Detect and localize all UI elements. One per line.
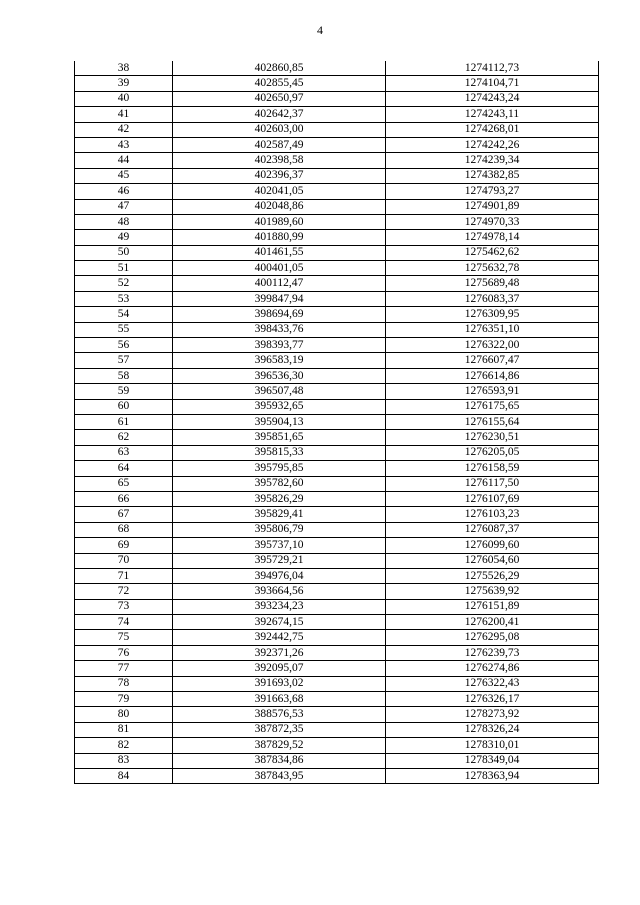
point-number-cell: 83 — [75, 753, 173, 768]
x-coordinate-cell: 396583,19 — [173, 353, 386, 368]
table-row — [75, 522, 599, 537]
x-coordinate-cell: 395826,29 — [173, 491, 386, 506]
table-row — [75, 722, 599, 737]
x-coordinate-cell: 396536,30 — [173, 368, 386, 383]
x-coordinate-cell: 402396,37 — [173, 168, 386, 183]
x-coordinate-cell: 393234,23 — [173, 599, 386, 614]
table-row — [75, 384, 599, 399]
table-row — [75, 307, 599, 322]
table-row — [75, 353, 599, 368]
x-coordinate-cell: 391663,68 — [173, 692, 386, 707]
x-coordinate-cell: 392095,07 — [173, 661, 386, 676]
y-coordinate-cell: 1274243,11 — [386, 107, 599, 122]
y-coordinate-cell: 1276607,47 — [386, 353, 599, 368]
x-coordinate-cell: 395729,21 — [173, 553, 386, 568]
point-number-cell: 55 — [75, 322, 173, 337]
y-coordinate-cell: 1276103,23 — [386, 507, 599, 522]
table-row — [75, 261, 599, 276]
table-row — [75, 76, 599, 91]
point-number-cell: 72 — [75, 584, 173, 599]
x-coordinate-cell: 395806,79 — [173, 522, 386, 537]
point-number-cell: 57 — [75, 353, 173, 368]
table-row — [75, 430, 599, 445]
y-coordinate-cell: 1276309,95 — [386, 307, 599, 322]
x-coordinate-cell: 393664,56 — [173, 584, 386, 599]
x-coordinate-cell: 395904,13 — [173, 414, 386, 429]
point-number-cell: 45 — [75, 168, 173, 183]
table-row — [75, 368, 599, 383]
x-coordinate-cell: 395737,10 — [173, 538, 386, 553]
x-coordinate-cell: 402048,86 — [173, 199, 386, 214]
x-coordinate-cell: 387843,95 — [173, 768, 386, 783]
x-coordinate-cell: 400401,05 — [173, 261, 386, 276]
table-row — [75, 753, 599, 768]
table-row — [75, 399, 599, 414]
point-number-cell: 80 — [75, 707, 173, 722]
y-coordinate-cell: 1275462,62 — [386, 245, 599, 260]
table-row — [75, 137, 599, 152]
table-row — [75, 122, 599, 137]
point-number-cell: 79 — [75, 692, 173, 707]
x-coordinate-cell: 394976,04 — [173, 568, 386, 583]
table-row — [75, 676, 599, 691]
table-row — [75, 230, 599, 245]
point-number-cell: 41 — [75, 107, 173, 122]
table-row — [75, 291, 599, 306]
point-number-cell: 84 — [75, 768, 173, 783]
table-row — [75, 491, 599, 506]
point-number-cell: 71 — [75, 568, 173, 583]
x-coordinate-cell: 401989,60 — [173, 214, 386, 229]
point-number-cell: 62 — [75, 430, 173, 445]
y-coordinate-cell: 1274970,33 — [386, 214, 599, 229]
point-number-cell: 82 — [75, 738, 173, 753]
point-number-cell: 58 — [75, 368, 173, 383]
point-number-cell: 75 — [75, 630, 173, 645]
x-coordinate-cell: 392674,15 — [173, 615, 386, 630]
table-row — [75, 568, 599, 583]
point-number-cell: 77 — [75, 661, 173, 676]
table-row — [75, 61, 599, 76]
table-row — [75, 338, 599, 353]
x-coordinate-cell: 399847,94 — [173, 291, 386, 306]
table-row — [75, 445, 599, 460]
point-number-cell: 81 — [75, 722, 173, 737]
coordinates-table-body — [75, 61, 599, 784]
table-row — [75, 538, 599, 553]
point-number-cell: 43 — [75, 137, 173, 152]
y-coordinate-cell: 1274268,01 — [386, 122, 599, 137]
y-coordinate-cell: 1276593,91 — [386, 384, 599, 399]
x-coordinate-cell: 396507,48 — [173, 384, 386, 399]
x-coordinate-cell: 391693,02 — [173, 676, 386, 691]
table-row — [75, 645, 599, 660]
point-number-cell: 74 — [75, 615, 173, 630]
y-coordinate-cell: 1276295,08 — [386, 630, 599, 645]
table-row — [75, 615, 599, 630]
table-row — [75, 707, 599, 722]
x-coordinate-cell: 402650,97 — [173, 91, 386, 106]
y-coordinate-cell: 1274104,71 — [386, 76, 599, 91]
table-row — [75, 214, 599, 229]
table-row — [75, 199, 599, 214]
x-coordinate-cell: 395932,65 — [173, 399, 386, 414]
y-coordinate-cell: 1276107,69 — [386, 491, 599, 506]
y-coordinate-cell: 1275689,48 — [386, 276, 599, 291]
y-coordinate-cell: 1274382,85 — [386, 168, 599, 183]
y-coordinate-cell: 1276239,73 — [386, 645, 599, 660]
table-row — [75, 599, 599, 614]
x-coordinate-cell: 402587,49 — [173, 137, 386, 152]
y-coordinate-cell: 1276099,60 — [386, 538, 599, 553]
point-number-cell: 46 — [75, 184, 173, 199]
y-coordinate-cell: 1276274,86 — [386, 661, 599, 676]
x-coordinate-cell: 395782,60 — [173, 476, 386, 491]
x-coordinate-cell: 402860,85 — [173, 61, 386, 76]
table-row — [75, 738, 599, 753]
table-row — [75, 768, 599, 783]
coordinates-table — [74, 61, 599, 784]
y-coordinate-cell: 1274793,27 — [386, 184, 599, 199]
x-coordinate-cell: 402041,05 — [173, 184, 386, 199]
point-number-cell: 68 — [75, 522, 173, 537]
x-coordinate-cell: 402603,00 — [173, 122, 386, 137]
y-coordinate-cell: 1275639,92 — [386, 584, 599, 599]
point-number-cell: 64 — [75, 461, 173, 476]
point-number-cell: 70 — [75, 553, 173, 568]
y-coordinate-cell: 1274112,73 — [386, 61, 599, 76]
x-coordinate-cell: 392442,75 — [173, 630, 386, 645]
y-coordinate-cell: 1274901,89 — [386, 199, 599, 214]
y-coordinate-cell: 1276351,10 — [386, 322, 599, 337]
point-number-cell: 38 — [75, 61, 173, 76]
table-row — [75, 91, 599, 106]
table-row — [75, 245, 599, 260]
point-number-cell: 76 — [75, 645, 173, 660]
x-coordinate-cell: 402642,37 — [173, 107, 386, 122]
y-coordinate-cell: 1276322,43 — [386, 676, 599, 691]
point-number-cell: 53 — [75, 291, 173, 306]
point-number-cell: 52 — [75, 276, 173, 291]
point-number-cell: 56 — [75, 338, 173, 353]
y-coordinate-cell: 1276087,37 — [386, 522, 599, 537]
table-row — [75, 584, 599, 599]
point-number-cell: 69 — [75, 538, 173, 553]
y-coordinate-cell: 1276155,64 — [386, 414, 599, 429]
y-coordinate-cell: 1275526,29 — [386, 568, 599, 583]
y-coordinate-cell: 1278326,24 — [386, 722, 599, 737]
y-coordinate-cell: 1276151,89 — [386, 599, 599, 614]
y-coordinate-cell: 1278273,92 — [386, 707, 599, 722]
point-number-cell: 61 — [75, 414, 173, 429]
point-number-cell: 39 — [75, 76, 173, 91]
x-coordinate-cell: 395795,85 — [173, 461, 386, 476]
x-coordinate-cell: 401461,55 — [173, 245, 386, 260]
y-coordinate-cell: 1276200,41 — [386, 615, 599, 630]
point-number-cell: 50 — [75, 245, 173, 260]
table-row — [75, 461, 599, 476]
table-row — [75, 661, 599, 676]
y-coordinate-cell: 1275632,78 — [386, 261, 599, 276]
table-row — [75, 414, 599, 429]
table-row — [75, 107, 599, 122]
point-number-cell: 73 — [75, 599, 173, 614]
x-coordinate-cell: 392371,26 — [173, 645, 386, 660]
y-coordinate-cell: 1278363,94 — [386, 768, 599, 783]
x-coordinate-cell: 398433,76 — [173, 322, 386, 337]
y-coordinate-cell: 1276614,86 — [386, 368, 599, 383]
x-coordinate-cell: 398694,69 — [173, 307, 386, 322]
table-row — [75, 153, 599, 168]
point-number-cell: 78 — [75, 676, 173, 691]
point-number-cell: 63 — [75, 445, 173, 460]
y-coordinate-cell: 1274978,14 — [386, 230, 599, 245]
point-number-cell: 66 — [75, 491, 173, 506]
point-number-cell: 65 — [75, 476, 173, 491]
x-coordinate-cell: 402855,45 — [173, 76, 386, 91]
x-coordinate-cell: 400112,47 — [173, 276, 386, 291]
y-coordinate-cell: 1274242,26 — [386, 137, 599, 152]
table-row — [75, 184, 599, 199]
x-coordinate-cell: 387834,86 — [173, 753, 386, 768]
x-coordinate-cell: 395829,41 — [173, 507, 386, 522]
point-number-cell: 44 — [75, 153, 173, 168]
y-coordinate-cell: 1276230,51 — [386, 430, 599, 445]
y-coordinate-cell: 1278310,01 — [386, 738, 599, 753]
y-coordinate-cell: 1276054,60 — [386, 553, 599, 568]
point-number-cell: 67 — [75, 507, 173, 522]
x-coordinate-cell: 398393,77 — [173, 338, 386, 353]
point-number-cell: 59 — [75, 384, 173, 399]
table-row — [75, 553, 599, 568]
table-row — [75, 630, 599, 645]
point-number-cell: 47 — [75, 199, 173, 214]
x-coordinate-cell: 388576,53 — [173, 707, 386, 722]
point-number-cell: 40 — [75, 91, 173, 106]
y-coordinate-cell: 1276322,00 — [386, 338, 599, 353]
y-coordinate-cell: 1276083,37 — [386, 291, 599, 306]
y-coordinate-cell: 1274239,34 — [386, 153, 599, 168]
point-number-cell: 60 — [75, 399, 173, 414]
x-coordinate-cell: 402398,58 — [173, 153, 386, 168]
y-coordinate-cell: 1276205,05 — [386, 445, 599, 460]
x-coordinate-cell: 395815,33 — [173, 445, 386, 460]
page-number: 4 — [317, 23, 323, 37]
table-row — [75, 168, 599, 183]
y-coordinate-cell: 1276175,65 — [386, 399, 599, 414]
point-number-cell: 51 — [75, 261, 173, 276]
table-row — [75, 276, 599, 291]
y-coordinate-cell: 1276326,17 — [386, 692, 599, 707]
x-coordinate-cell: 387829,52 — [173, 738, 386, 753]
x-coordinate-cell: 395851,65 — [173, 430, 386, 445]
point-number-cell: 48 — [75, 214, 173, 229]
y-coordinate-cell: 1276117,50 — [386, 476, 599, 491]
x-coordinate-cell: 401880,99 — [173, 230, 386, 245]
x-coordinate-cell: 387872,35 — [173, 722, 386, 737]
point-number-cell: 54 — [75, 307, 173, 322]
table-row — [75, 476, 599, 491]
table-row — [75, 322, 599, 337]
y-coordinate-cell: 1276158,59 — [386, 461, 599, 476]
table-row — [75, 507, 599, 522]
y-coordinate-cell: 1274243,24 — [386, 91, 599, 106]
point-number-cell: 42 — [75, 122, 173, 137]
point-number-cell: 49 — [75, 230, 173, 245]
table-row — [75, 692, 599, 707]
y-coordinate-cell: 1278349,04 — [386, 753, 599, 768]
